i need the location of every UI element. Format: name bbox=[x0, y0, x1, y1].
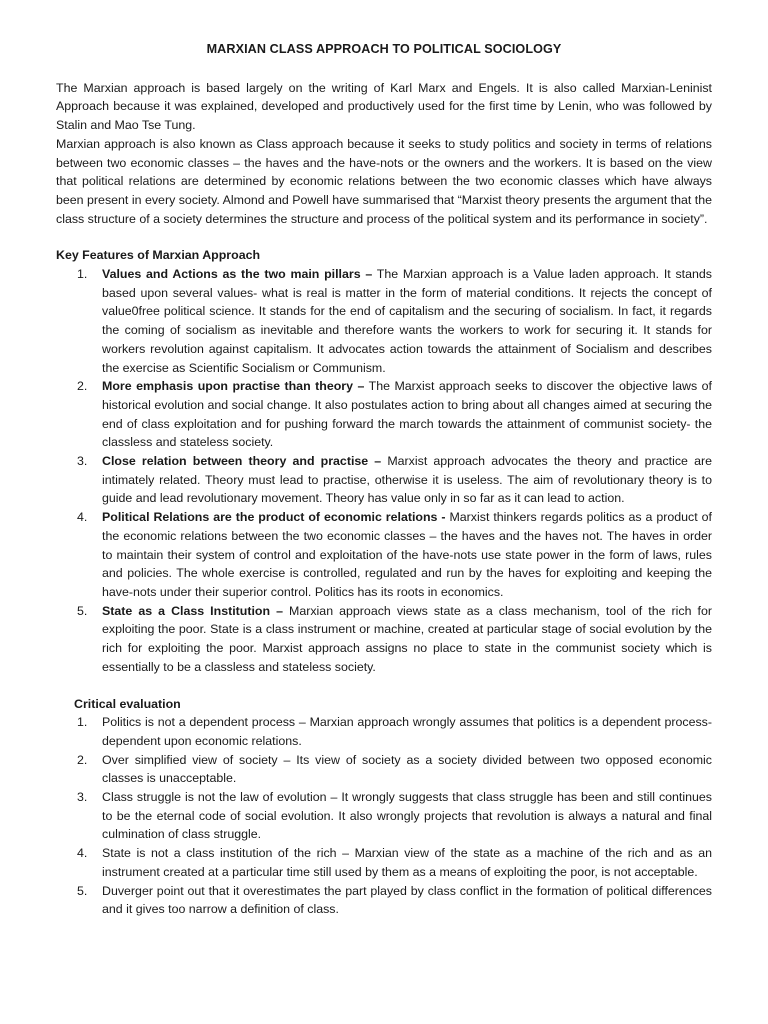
critical-evaluation-list bbox=[56, 713, 712, 919]
list-number: 4. bbox=[77, 510, 88, 525]
list-item-text: Marxist thinkers regards politics as a product of the economic relations between the two economic classes – the haves and the haves not. The haves in order to maintain their system of control and exploitation of the have-nots use state power in the form of laws, rules and policies. The whole exercise is controlled, regulated and run by the haves for exploiting and keeping the have-nots under their superior control. Politics has its roots in economics. bbox=[102, 510, 712, 599]
list-number: 2. bbox=[77, 379, 88, 394]
list-number: 4. bbox=[77, 846, 88, 861]
list-item bbox=[56, 751, 712, 788]
list-item-text: Marxian approach views state as a class mechanism, tool of the rich for exploiting the poor. State is a class instrument or machine, created at particular stage of social evolution by the rich for exploiting the poor. Marxist approach assigns no place to state in the communist society which is essentially to be a classless and stateless society. bbox=[102, 603, 712, 674]
list-item-text: Marxist approach advocates the theory and practice are intimately related. Theory must lead to practise, otherwise it is useless. The aim of revolutionary theory is to guide and lead revolutionary movement. Theory has value only in so far as it can lead to action. bbox=[102, 454, 712, 506]
list-number: 3. bbox=[77, 454, 88, 469]
list-item-text: Politics is not a dependent process – Marxian approach wrongly assumes that politics is a dependent process- dependent upon economic relations. bbox=[102, 715, 712, 748]
list-item bbox=[56, 377, 712, 452]
list-item bbox=[56, 452, 712, 508]
list-item bbox=[56, 882, 712, 919]
list-number: 2. bbox=[77, 752, 88, 767]
intro-paragraph-2: Marxian approach is also known as Class approach because it seeks to study politics and society in terms of relations between two economic classes – the haves and the have-nots or the owners and the workers. It is based on the view that political relations are determined by economic relations between the two economic classes which have always been present in every society. Almond and Powell have summarised that “Marxist theory presents the argument that the class structure of a society determines the structure and process of the political system and its performance in society”. bbox=[56, 136, 712, 226]
list-item-text: State is not a class institution of the rich – Marxian view of the state as a machine of the rich and as an instrument created at a particular time still used by them as a means of exploiting the poor, is not acceptable. bbox=[102, 846, 712, 879]
critical-evaluation-heading: Critical evaluation bbox=[74, 696, 181, 711]
list-item bbox=[56, 844, 712, 881]
list-item-lead: Political Relations are the product of economic relations - bbox=[102, 510, 446, 525]
list-item bbox=[56, 788, 712, 844]
intro-paragraph-1: The Marxian approach is based largely on the writing of Karl Marx and Engels. It is also called Marxian-Leninist Approach because it was explained, developed and productively used for the first time by Lenin, who was followed by Stalin and Mao Tse Tung. bbox=[56, 80, 712, 133]
list-item-lead: State as a Class Institution – bbox=[102, 603, 283, 618]
list-item-text: Over simplified view of society – Its view of society as a society divided between two opposed economic classes is unacceptable. bbox=[102, 752, 712, 786]
list-item bbox=[56, 508, 712, 602]
key-features-heading: Key Features of Marxian Approach bbox=[56, 248, 261, 263]
list-number: 1. bbox=[77, 715, 88, 730]
list-item-lead: Close relation between theory and practise – bbox=[102, 454, 382, 469]
list-number: 1. bbox=[77, 267, 88, 282]
list-item-lead: More emphasis upon practise than theory – bbox=[102, 379, 365, 394]
list-number: 3. bbox=[77, 790, 88, 805]
list-item-text: Class struggle is not the law of evolution – It wrongly suggests that class struggle has been and still continues to be the eternal code of social evolution. It also wrongly projects that revolution is always a natural and final culmination of class struggle. bbox=[102, 790, 712, 842]
list-item bbox=[56, 713, 712, 750]
key-features-list bbox=[56, 265, 712, 676]
page-title: MARXIAN CLASS APPROACH TO POLITICAL SOCIOLOGY bbox=[206, 42, 562, 56]
list-item bbox=[56, 602, 712, 677]
list-item bbox=[56, 265, 712, 377]
list-number: 5. bbox=[77, 603, 88, 618]
list-item-lead: Values and Actions as the two main pillars – bbox=[102, 267, 373, 282]
list-item-text: The Marxian approach is a Value laden approach. It stands based upon several values- what is real is matter in the form of material conditions. It rejects the concept of value0free political science. It stands for the end of capitalism and the securing of socialism. In fact, it regards the coming of socialism as inevitable and therefore wants the workers to work for securing it. It stands for workers revolution against capitalism. It advocates action towards the attainment of Socialism and describes the exercise as Scientific Socialism or Communism. bbox=[102, 267, 712, 375]
list-number: 5. bbox=[77, 883, 88, 898]
list-item-text: The Marxist approach seeks to discover the objective laws of historical evolution and social change. It also postulates action to bring about all changes aimed at securing the end of class exploitation and for pushing forward the march towards the attainment of communist society- the classless and stateless society. bbox=[102, 379, 712, 450]
list-item-text: Duverger point out that it overestimates the part played by class conflict in the formation of political differences and it gives too narrow a definition of class. bbox=[102, 883, 712, 917]
